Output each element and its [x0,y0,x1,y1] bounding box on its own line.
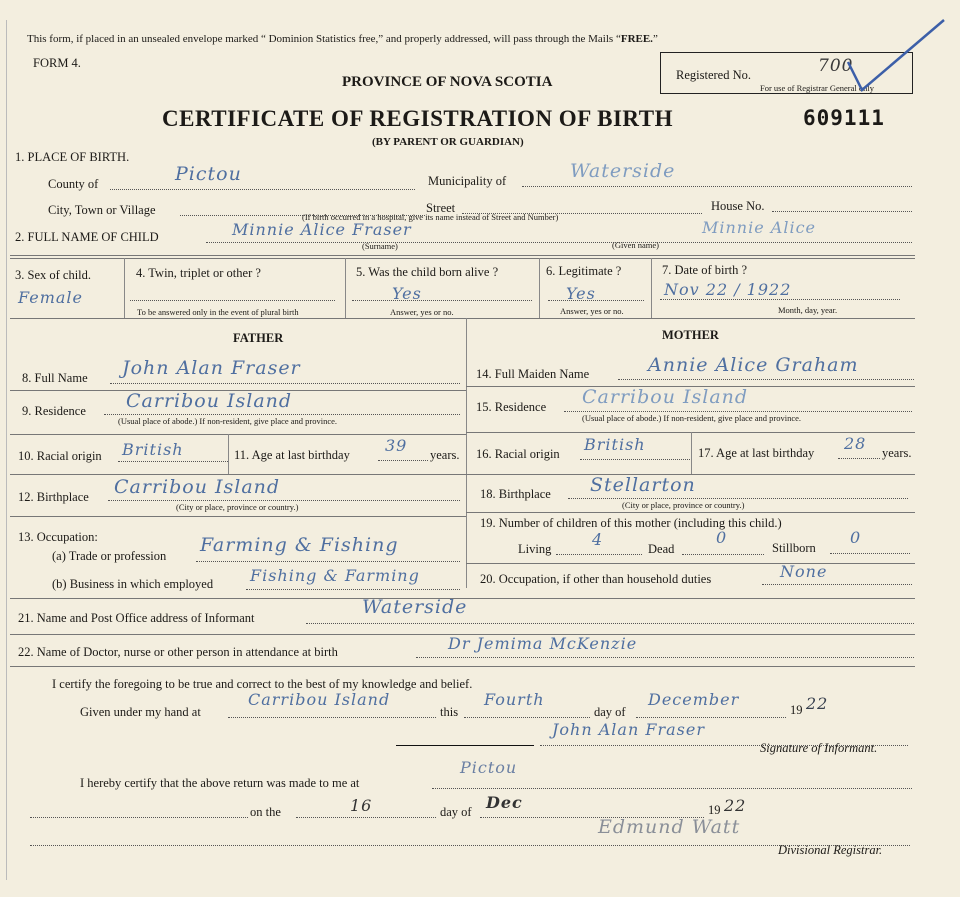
father-business-label: (b) Business in which employed [52,577,214,591]
mother-racial-label: 16. Racial origin [476,447,560,461]
informant-label: 21. Name and Post Office address of Informant [18,611,255,625]
mail-notice-text: This form, if placed in an unsealed envelope marked “ Dominion Statistics free,” and properly addressed, will pass through the Mails “ [27,33,621,45]
certificate-title: CERTIFICATE OF REGISTRATION OF BIRTH [162,106,673,131]
mother-occupation-value: None [780,562,828,581]
reg-year-value: 22 [724,796,747,815]
living-line [556,554,642,555]
col-divider [539,258,540,318]
sex-value: Female [18,288,83,307]
registrar-place-value: Pictou [460,758,518,777]
municipality-label: Municipality of [428,174,507,188]
dob-label: 7. Date of birth ? [662,263,748,277]
col-divider [651,258,652,318]
stillborn-value: 0 [850,528,862,547]
given-place-line [228,717,436,718]
father-age-label: 11. Age at last birthday [234,448,350,462]
child-surname-value: Minnie Alice Fraser [232,220,412,239]
alive-line [352,300,532,301]
mother-residence-value: Carribou Island [582,386,749,408]
mother-occupation-line [762,584,912,585]
reg-year-prefix: 19 [708,803,721,817]
father-residence-line [104,414,460,415]
father-name-value: John Alan Fraser [122,357,301,379]
mother-birthplace-line [568,498,908,499]
alive-value: Yes [392,284,422,303]
doctor-value: Dr Jemima McKenzie [448,634,638,653]
month-value: December [648,690,740,709]
child-name-label: 2. FULL NAME OF CHILD [15,230,159,244]
registrar-statement: I hereby certify that the above return was made to me at [80,776,360,790]
child-name-line [206,242,912,243]
father-name-line [110,383,460,384]
legit-value: Yes [566,284,596,303]
this-line [464,717,590,718]
form-number: FORM 4. [33,56,81,70]
registered-number: 700 [818,56,854,76]
stillborn-label: Stillborn [772,541,816,555]
father-trade-line [196,561,460,562]
row-divider [10,255,915,256]
father-racial-label: 10. Racial origin [18,449,102,463]
reg-month-value: Dec [486,793,523,812]
dead-line [682,554,764,555]
day-of-label: day of [594,705,626,719]
registrar-note: For use of Registrar General only [760,83,875,93]
city-label: City, Town or Village [48,203,156,217]
signature-caption: Signature of Informant. [760,741,878,755]
county-line [110,189,415,190]
twin-note: To be answered only in the event of plural birth [137,307,299,317]
alive-caption: Answer, yes or no. [390,307,454,317]
father-trade-value: Farming & Fishing [200,534,399,556]
dob-line [660,299,900,300]
child-given-value: Minnie Alice [702,218,816,237]
row-divider [10,666,915,667]
mother-age-line [838,458,880,459]
sex-label: 3. Sex of child. [15,268,92,282]
legit-label: 6. Legitimate ? [546,264,622,278]
father-business-value: Fishing & Farming [250,566,420,585]
registrar-place-line [432,788,912,789]
mother-heading: MOTHER [662,328,719,342]
serial-number: 609111 [803,106,885,130]
father-business-line [246,589,460,590]
mother-residence-label: 15. Residence [476,400,547,414]
this-value: Fourth [484,690,545,709]
father-racial-value: British [122,440,184,459]
this-label: this [440,705,459,719]
mother-age-label: 17. Age at last birthday [698,446,815,460]
certificate-subtitle: (BY PARENT OR GUARDIAN) [372,136,524,148]
page-edge [6,20,7,880]
registered-label: Registered No. [676,68,751,82]
place-of-birth-label: 1. PLACE OF BIRTH. [15,150,130,164]
row-divider [466,563,915,564]
father-occupation-label: 13. Occupation: [18,530,98,544]
living-label: Living [518,542,552,556]
informant-value: Waterside [362,596,468,618]
left-filler-line [30,817,248,818]
reg-day-of-label: day of [440,805,472,819]
father-residence-label: 9. Residence [22,404,86,418]
col-divider [345,258,346,318]
row-divider [10,258,915,259]
mother-name-value: Annie Alice Graham [648,354,859,376]
row-divider [466,512,915,513]
given-caption: (Given name) [612,240,659,250]
province-title: PROVINCE OF NOVA SCOTIA [342,74,553,90]
father-birthplace-line [108,500,460,501]
dead-label: Dead [648,542,675,556]
father-birthplace-value: Carribou Island [114,476,281,498]
mother-occupation-label: 20. Occupation, if other than household duties [480,572,712,586]
informant-line [306,623,914,624]
father-age-line [378,460,428,461]
legit-line [548,300,644,301]
father-age-value: 39 [385,436,408,455]
father-residence-value: Carribou Island [126,390,293,412]
on-day-value: 16 [350,796,373,815]
mother-years-label: years. [882,446,912,460]
mother-residence-line [564,411,912,412]
surname-caption: (Surname) [362,241,398,251]
father-residence-caption: (Usual place of abode.) If non-resident, give place and province. [118,416,338,426]
father-name-label: 8. Full Name [22,371,88,385]
mother-birthplace-value: Stellarton [590,474,696,496]
given-place-value: Carribou Island [248,690,391,709]
row-divider [10,516,466,517]
on-the-label: on the [250,805,281,819]
living-value: 4 [592,530,604,549]
father-trade-label: (a) Trade or profession [52,549,167,563]
mail-notice [27,33,658,45]
mother-children-label: 19. Number of children of this mother (including this child.) [480,516,782,530]
col-divider [124,258,125,318]
mother-age-value: 28 [844,434,867,453]
dob-value: Nov 22 / 1922 [664,280,792,299]
dead-value: 0 [716,528,728,547]
on-day-line [296,817,436,818]
alive-label: 5. Was the child born alive ? [356,265,499,279]
father-years-label: years. [430,448,460,462]
street-label: Street [426,201,456,215]
county-label: County of [48,177,99,191]
mother-birthplace-caption: (City or place, province or country.) [622,500,745,510]
mother-name-label: 14. Full Maiden Name [476,367,590,381]
twin-line [130,300,335,301]
twin-label: 4. Twin, triplet or other ? [136,266,261,280]
row-divider [10,474,466,475]
father-birthplace-label: 12. Birthplace [18,490,89,504]
dob-caption: Month, day, year. [778,305,838,315]
house-label: House No. [711,199,765,213]
checkmark-icon [840,14,950,98]
month-line [636,717,786,718]
row-divider [10,318,915,319]
mail-notice-free: FREE. [620,33,653,45]
registrar-caption: Divisional Registrar. [778,843,883,857]
municipality-value: Waterside [570,160,676,182]
house-line [772,211,912,212]
mother-racial-line [580,459,690,460]
mail-notice-end: ” [652,33,658,45]
row-divider [10,434,466,435]
informant-signature: John Alan Fraser [552,720,705,739]
father-heading: FATHER [233,331,284,345]
mother-name-line [618,379,914,380]
mother-birthplace-label: 18. Birthplace [480,487,551,501]
mother-racial-value: British [584,435,646,454]
year-prefix: 19 [790,703,803,717]
legit-caption: Answer, yes or no. [560,306,624,316]
signature-rule [396,745,534,746]
registrar-signature: Edmund Watt [598,816,741,838]
doctor-label: 22. Name of Doctor, nurse or other person in attendance at birth [18,645,338,659]
county-value: Pictou [175,163,242,185]
given-label: Given under my hand at [80,705,201,719]
col-divider [228,434,229,474]
col-divider [691,432,692,474]
parents-divider [466,318,467,588]
year-value: 22 [806,694,829,713]
doctor-line [416,657,914,658]
street-note: (If birth occurred in a hospital, give its name instead of Street and Number) [302,212,559,222]
certify-statement: I certify the foregoing to be true and correct to the best of my knowledge and belief. [52,677,473,691]
mother-residence-caption: (Usual place of abode.) If non-resident, give place and province. [582,413,802,423]
stillborn-line [830,553,910,554]
municipality-line [522,186,912,187]
father-racial-line [118,461,228,462]
father-birthplace-caption: (City or place, province or country.) [176,502,299,512]
